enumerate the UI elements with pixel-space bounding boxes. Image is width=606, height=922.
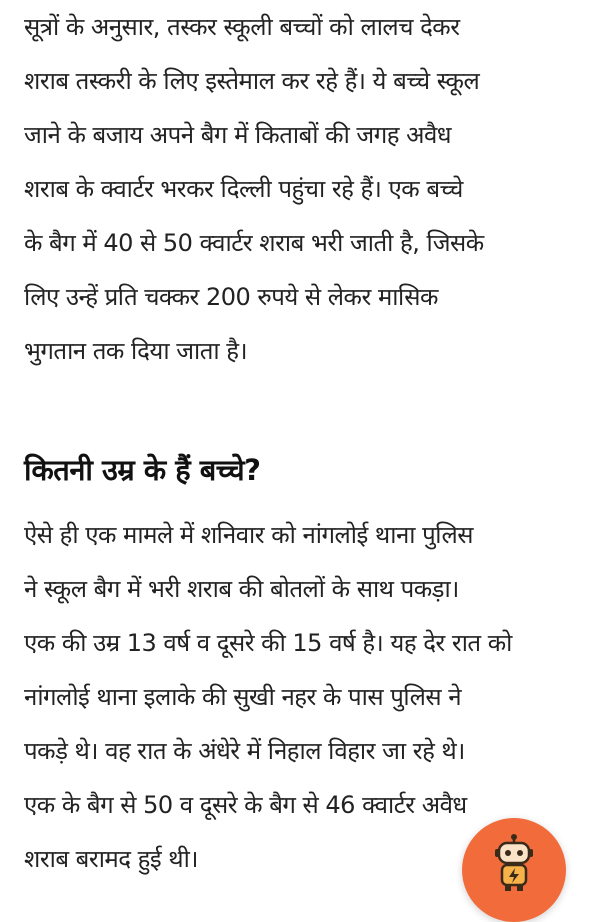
paragraph-1-line-7: भुगतान तक दिया जाता है। — [24, 337, 248, 365]
paragraph-1-line-3: जाने के बजाय अपने बैग में किताबों की जगह अवैध — [24, 121, 452, 149]
paragraph-1-line-1: सूत्रों के अनुसार, तस्कर स्कूली बच्चों को लालच देकर — [24, 13, 460, 41]
assistant-fab-button[interactable] — [462, 818, 566, 922]
robot-assistant-icon — [492, 834, 536, 892]
paragraph-1-line-6: लिए उन्हें प्रति चक्कर 200 रुपये से लेकर मासिक — [24, 283, 438, 311]
section-heading: कितनी उम्र के हैं बच्चे? — [24, 453, 261, 487]
paragraph-2-line-4: नांगलोई थाना इलाके की सुखी नहर के पास पुलिस ने — [24, 683, 462, 711]
paragraph-2-line-1: ऐसे ही एक मामले में शनिवार को नांगलोई थाना पुलिस — [24, 521, 473, 549]
paragraph-2-line-6: एक के बैग से 50 व दूसरे के बैग से 46 क्वार्टर अवैध — [24, 791, 467, 819]
paragraph-1-line-4: शराब के क्वार्टर भरकर दिल्ली पहुंचा रहे हैं। एक बच्चे — [24, 175, 463, 203]
paragraph-2-line-5: पकड़े थे। वह रात के अंधेरे में निहाल विहार जा रहे थे। — [24, 737, 465, 765]
paragraph-1-line-2: शराब तस्करी के लिए इस्तेमाल कर रहे हैं। ये बच्चे स्कूल — [24, 67, 480, 95]
paragraph-2-line-2: ने स्कूल बैग में भरी शराब की बोतलों के साथ पकड़ा। — [24, 575, 459, 603]
paragraph-1-line-5: के बैग में 40 से 50 क्वार्टर शराब भरी जाती है, जिसके — [24, 229, 484, 257]
paragraph-2-line-7: शराब बरामद हुई थी। — [24, 845, 198, 873]
paragraph-2-line-3: एक की उम्र 13 वर्ष व दूसरे की 15 वर्ष है। यह देर रात को — [24, 629, 512, 657]
